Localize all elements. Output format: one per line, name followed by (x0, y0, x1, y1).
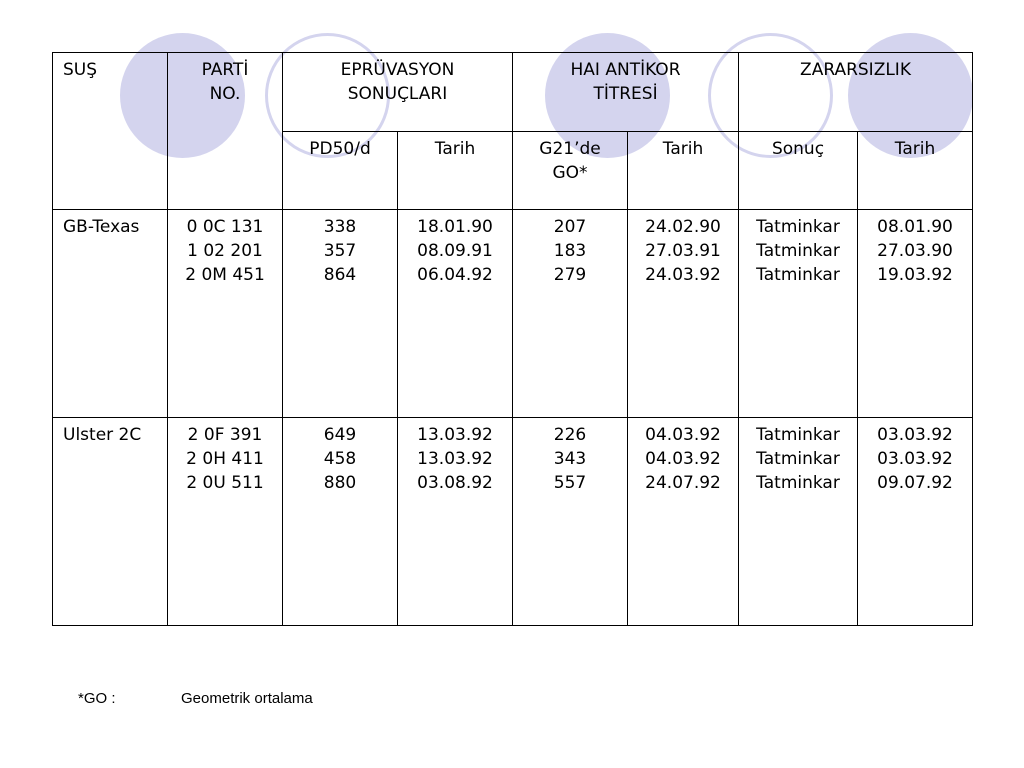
header-g21-go: G21’de GO* (513, 132, 628, 210)
footnote-text: Geometrik ortalama (181, 690, 313, 707)
cell-result: Tatminkar Tatminkar Tatminkar (739, 418, 858, 626)
header-row-1 (53, 53, 973, 132)
cell-date-1: 18.01.90 08.09.91 06.04.92 (398, 210, 513, 418)
cell-result: Tatminkar Tatminkar Tatminkar (739, 210, 858, 418)
cell-strain: GB-Texas (53, 210, 168, 418)
header-batch-no: PARTİ NO. (168, 53, 283, 210)
header-date-3: Tarih (858, 132, 973, 210)
results-table (52, 52, 973, 626)
cell-strain: Ulster 2C (53, 418, 168, 626)
header-safety: ZARARSIZLIK (739, 53, 973, 132)
header-strain: SUŞ (53, 53, 168, 210)
cell-date-3: 03.03.92 03.03.92 09.07.92 (858, 418, 973, 626)
cell-date-1: 13.03.92 13.03.92 03.08.92 (398, 418, 513, 626)
header-date-1: Tarih (398, 132, 513, 210)
cell-pd50: 649 458 880 (283, 418, 398, 626)
cell-date-2: 24.02.90 27.03.91 24.03.92 (628, 210, 739, 418)
footnote-key: *GO : (78, 690, 116, 707)
cell-g21: 207 183 279 (513, 210, 628, 418)
header-vaccination-results: EPRÜVASYON SONUÇLARI (283, 53, 513, 132)
cell-batch: 2 0F 391 2 0H 411 2 0U 511 (168, 418, 283, 626)
cell-date-2: 04.03.92 04.03.92 24.07.92 (628, 418, 739, 626)
header-result: Sonuç (739, 132, 858, 210)
cell-pd50: 338 357 864 (283, 210, 398, 418)
table-row (53, 418, 973, 626)
cell-batch: 0 0C 131 1 02 201 2 0M 451 (168, 210, 283, 418)
header-pd50: PD50/d (283, 132, 398, 210)
header-date-2: Tarih (628, 132, 739, 210)
header-hai-antibody-titer: HAI ANTİKOR TİTRESİ (513, 53, 739, 132)
footnote (78, 690, 313, 707)
cell-date-3: 08.01.90 27.03.90 19.03.92 (858, 210, 973, 418)
table-row (53, 210, 973, 418)
cell-g21: 226 343 557 (513, 418, 628, 626)
